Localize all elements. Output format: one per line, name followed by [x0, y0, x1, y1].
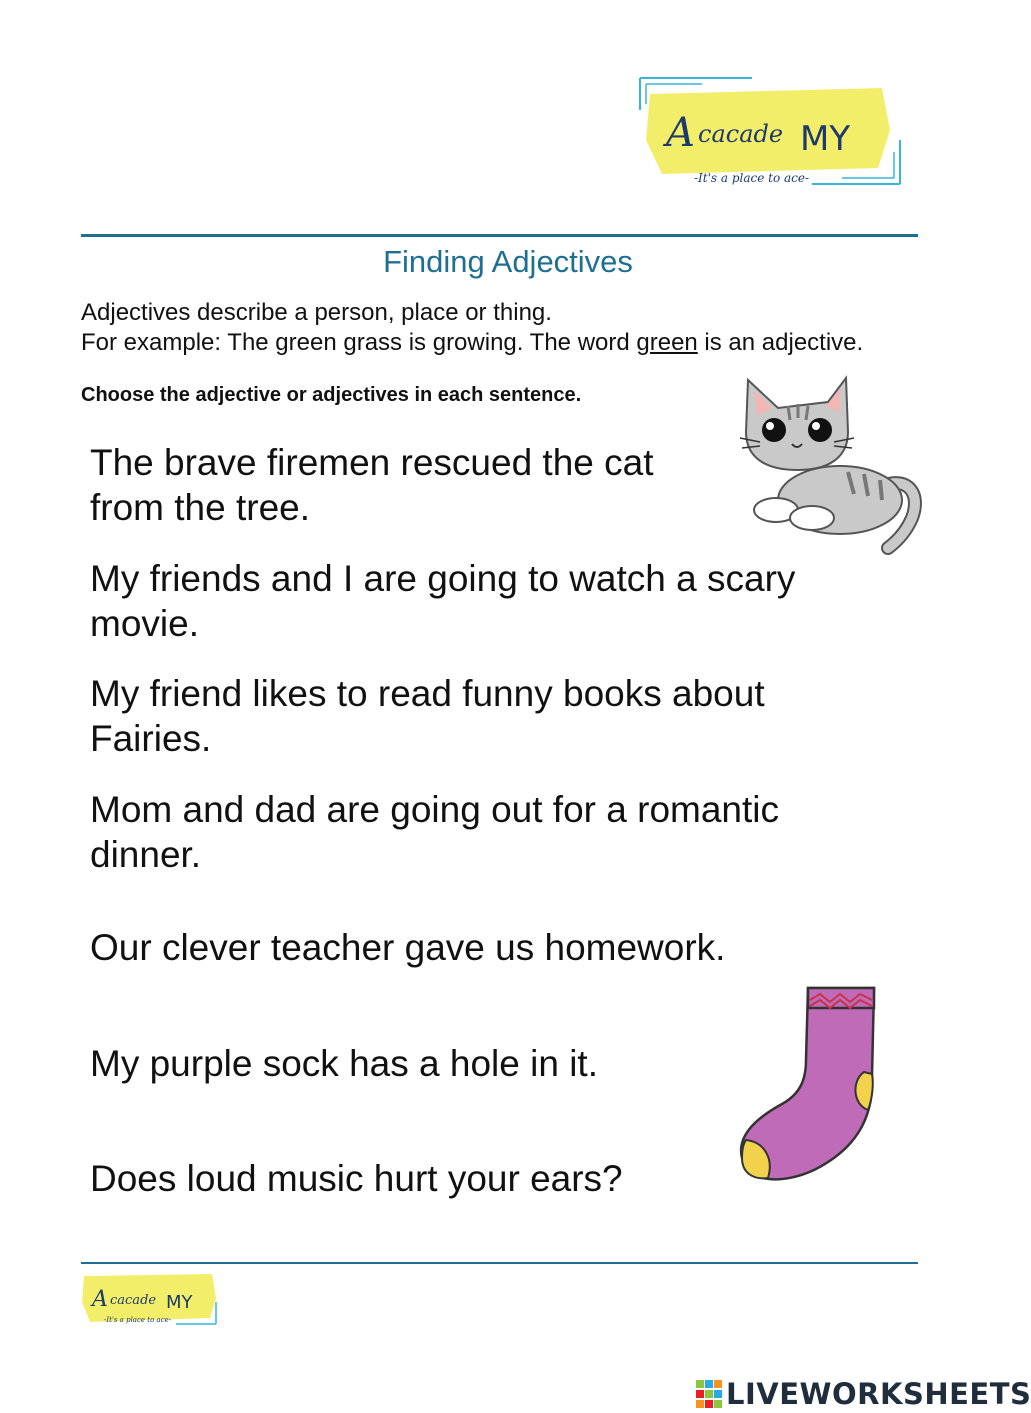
intro-line-2-end: is an adjective. [697, 329, 864, 356]
footer-rule [81, 1262, 918, 1264]
liveworksheets-brand[interactable] [696, 1376, 1031, 1412]
intro-line-2-start: For example: The green grass is growing. The word [81, 329, 637, 356]
cat-illustration [736, 372, 926, 554]
sentence-line: My friend likes to read funny books about [90, 673, 765, 714]
svg-text:-It's a place to ace-: -It's a place to ace- [694, 171, 810, 185]
sentence-line: Does loud music hurt your ears? [90, 1158, 623, 1199]
sentence-line: Our clever teacher gave us homework. [90, 927, 726, 968]
header-rule [81, 234, 918, 237]
acacademy-logo [632, 70, 908, 192]
sentence-5[interactable] [90, 925, 725, 970]
worksheet-title: Finding Adjectives [383, 244, 633, 279]
sock-illustration [734, 980, 880, 1186]
instruction-text: Choose the adjective or adjectives in each sentence. [81, 384, 582, 406]
sentence-line: My friends and I are going to watch a scary [90, 558, 796, 599]
liveworksheets-icon [696, 1380, 722, 1408]
sentence-line: Fairies. [90, 718, 212, 759]
svg-text:-It's a place to ace-: -It's a place to ace- [104, 1316, 172, 1324]
sentence-4[interactable] [90, 787, 779, 877]
intro-text [81, 298, 863, 358]
sentence-line: dinner. [90, 834, 202, 875]
sentence-6[interactable] [90, 1041, 598, 1086]
sentence-2[interactable] [90, 556, 795, 646]
svg-text:MY: MY [166, 1292, 193, 1313]
sentence-line: The brave firemen rescued the cat [90, 442, 654, 483]
acacademy-footer-logo [76, 1266, 222, 1328]
sentence-line: movie. [90, 603, 199, 644]
svg-text:A: A [92, 1287, 108, 1312]
sentence-line: Mom and dad are going out for a romantic [90, 789, 779, 830]
liveworksheets-text: LIVEWORKSHEETS [726, 1377, 1031, 1411]
svg-text:MY: MY [800, 119, 851, 159]
intro-line-1: Adjectives describe a person, place or thing. [81, 299, 552, 326]
svg-text:cacade: cacade [110, 1293, 157, 1308]
sentence-line: from the tree. [90, 487, 311, 528]
svg-text:cacade: cacade [698, 120, 784, 148]
sentence-3[interactable] [90, 671, 765, 761]
example-adjective: green [636, 329, 698, 356]
sentence-7[interactable] [90, 1156, 623, 1201]
sentence-1[interactable] [90, 440, 654, 530]
intro-line-2 [81, 328, 863, 358]
sentence-line: My purple sock has a hole in it. [90, 1043, 598, 1084]
svg-text:A: A [666, 110, 695, 156]
